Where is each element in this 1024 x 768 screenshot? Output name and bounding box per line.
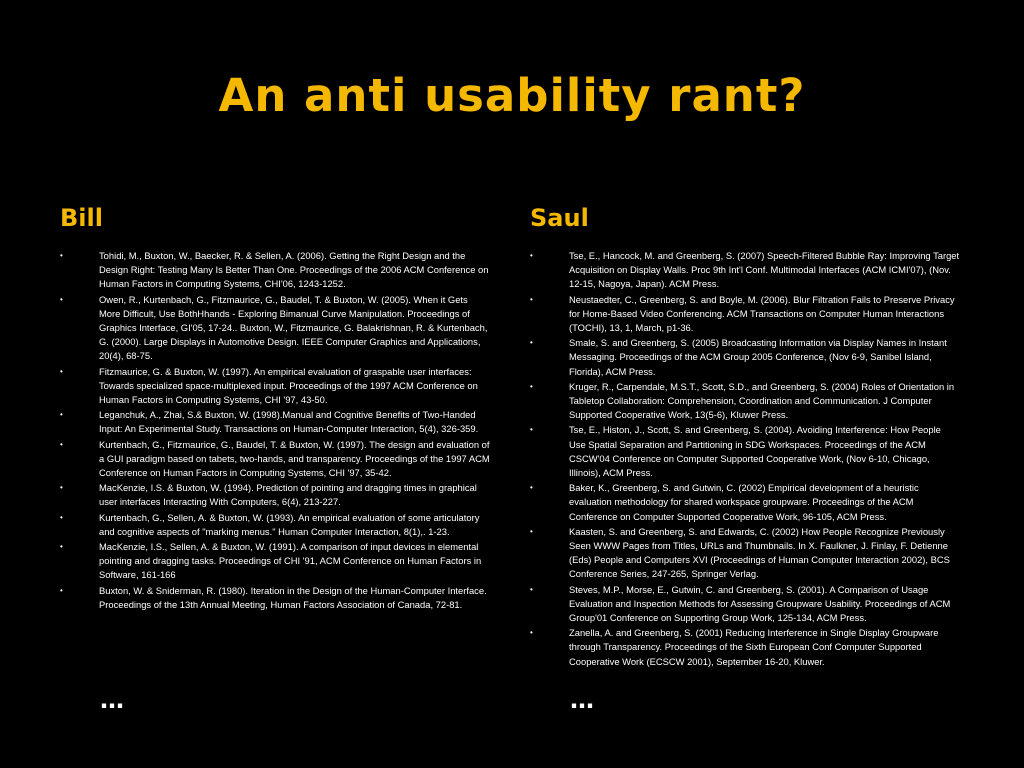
bullet-icon: • [60, 542, 63, 552]
bullet-icon: • [530, 338, 533, 348]
bullet-icon: • [530, 584, 533, 594]
bill-reference-item [60, 540, 490, 583]
bill-reference-item [60, 438, 490, 481]
bullet-icon: • [60, 251, 63, 260]
bullet-icon: • [60, 483, 63, 493]
bill-reference-item [60, 408, 490, 436]
reference-text: MacKenzie, I.S., Sellen, A. & Buxton, W. (1991). A comparison of input devices in elemental pointing and dragging tasks. Proceedings of CHI '91, ACM Conference on Human Factors in Software, 161-166 [99, 541, 482, 581]
bullet-icon: • [60, 366, 63, 376]
bullet-icon: • [530, 425, 533, 435]
bill-reference-item [60, 481, 490, 509]
saul-reference-item [530, 626, 960, 669]
bullet-icon: • [60, 294, 63, 304]
saul-more-ellipsis: … [570, 686, 595, 714]
bullet-icon: • [530, 628, 533, 638]
saul-reference-item [530, 583, 960, 626]
bullet-icon: • [530, 483, 533, 493]
bullet-icon: • [530, 251, 533, 260]
bullet-icon: • [60, 585, 63, 595]
bullet-icon: • [530, 381, 533, 391]
reference-text: Smale, S. and Greenberg, S. (2005) Broadcasting Information via Display Names in Instant Messaging. Proceedings of the ACM Group 2005 Conference, (Nov 6-9, Sanibel Island, Florida), ACM Press. [569, 337, 947, 377]
reference-text: Tse, E., Hancock, M. and Greenberg, S. (2007) Speech-Filtered Bubble Ray: Improving Target Acquisition on Display Walls. Proc 9th Int'l Conf. Multimodal Interfaces (ACM ICMI'07), (Nov. 12-15, Nagoya, Japan). ACM Press. [569, 250, 960, 290]
bill-reference-item [60, 511, 490, 539]
reference-text: Kurtenbach, G., Sellen, A. & Buxton, W. (1993). An empirical evaluation of some articulatory and cognitive aspects of "marking menus." Human Computer Interaction, 8(1),. 1-23. [99, 511, 480, 537]
bullet-icon: • [60, 439, 63, 449]
bullet-icon: • [60, 410, 63, 420]
bullet-icon: • [530, 294, 533, 304]
bill-reference-item [60, 293, 490, 364]
reference-text: Kruger, R., Carpendale, M.S.T., Scott, S.D., and Greenberg, S. (2004) Roles of Orientation in Tabletop Collaboration: Comprehension, Coordination and Communication. J Computer Supported Cooperative Work, 13(5-6), Kluwer Press. [569, 380, 955, 421]
bill-reference-item [60, 365, 490, 408]
reference-text: Zanella, A. and Greenberg, S. (2001) Reducing Interference in Single Display Groupware through Transparency. Proceedings of the Sixth European Conf Computer Supported Cooperative Work (ECSCW 2001), September 16-20, Kluwer. [569, 627, 939, 667]
bill-reference-list [60, 249, 490, 612]
reference-text: Steves, M.P., Morse, E., Gutwin, C. and Greenberg, S. (2001). A Comparison of Usage Evaluation and Inspection Methods for Assessing Groupware Usability. Proceedings of ACM Group'01 Conference on Supporting Group Work, 125-134, ACM Press. [569, 583, 951, 624]
reference-text: Neustaedter, C., Greenberg, S. and Boyle, M. (2006). Blur Filtration Fails to Preserve Privacy for Home-Based Video Conferencing. ACM Transactions on Computer Human Interactions (TOCHI), 13, 1, March, p1-36. [569, 293, 955, 334]
reference-text: Fitzmaurice, G. & Buxton, W. (1997). An empirical evaluation of graspable user interfaces: Towards specialized space-multiplexed input. Proceedings of the 1997 ACM Conference on Human Factors in Computing Systems, CHI '97, 43-50. [99, 365, 478, 406]
reference-text: MacKenzie, I.S. & Buxton, W. (1994). Prediction of pointing and dragging times in graphical user interfaces Interacting With Computers, 6(4), 213-227. [99, 482, 477, 508]
saul-reference-item [530, 380, 960, 423]
reference-text: Buxton, W. & Sniderman, R. (1980). Iteration in the Design of the Human-Computer Interface. Proceedings of the 13th Annual Meeting, Human Factors Association of Canada, 72-81. [99, 584, 487, 610]
saul-reference-item [530, 293, 960, 336]
bill-reference-item [60, 249, 490, 292]
bill-more-ellipsis: … [100, 686, 125, 714]
reference-text: Tohidi, M., Buxton, W., Baecker, R. & Sellen, A. (2006). Getting the Right Design and the Design Right: Testing Many Is Better Than One. Proceedings of the 2006 ACM Conference on Human Factors in Computing Systems, CHI'06, 1243-1252. [99, 250, 489, 290]
reference-text: Baker, K., Greenberg, S. and Gutwin, C. (2002) Empirical development of a heuristic evaluation methodology for shared workspace groupware. Proceedings of the ACM Conference on Computer Supported Cooperative Work, 96-105, ACM Press. [569, 482, 919, 522]
bill-heading: Bill [60, 204, 103, 232]
reference-text: Owen, R., Kurtenbach, G., Fitzmaurice, G., Baudel, T. & Buxton, W. (2005). When it Gets More Difficult, Use BothHhands - Exploring Bimanual Curve Manipulation. Proceedings of Graphics Interface, GI'05, 17-24.. Buxton, W., Fitzmaurice, G. Balakrishnan, R. & Kurtenbach, G. (2000). Large Displays in Automotive Design. IEEE Computer Graphics and Applications, 20(4), 68-75. [99, 293, 488, 362]
bullet-icon: • [530, 526, 533, 536]
slide-title: An anti usability rant? [218, 69, 806, 122]
reference-text: Tse, E., Histon, J., Scott, S. and Greenberg, S. (2004). Avoiding Interference: How People Use Spatial Separation and Partitioning in SDG Workspaces. Proceedings of the ACM CSCW'04 Conference on Computer Supported Cooperative Work, (Nov 6-10, Chicago, Illinois), ACM Press. [569, 424, 941, 479]
reference-text: Leganchuk, A., Zhai, S.& Buxton, W. (1998).Manual and Cognitive Benefits of Two-Handed Input: An Experimental Study. Transactions on Human-Computer Interaction, 5(4), 326-359. [99, 409, 479, 435]
reference-text: Kurtenbach, G., Fitzmaurice, G., Baudel, T. & Buxton, W. (1997). The design and evaluation of a GUI paradigm based on tabets, two-hands, and transparency. Proceedings of the 1997 ACM Conference on Human Factors in Computing Systems, CHI '97, 35-42. [99, 438, 490, 479]
reference-text: Kaasten, S. and Greenberg, S. and Edwards, C. (2002) How People Recognize Previously Seen WWW Pages from Titles, URLs and Thumbnails. In X. Faulkner, J. Finlay, F. Detienne (Eds) People and Computers XVI (Proceedings of Human Computer Interaction 2002), BCS Conference Series, 247-265, Springer Verlag. [569, 525, 950, 580]
saul-reference-item [530, 336, 960, 379]
saul-reference-list [530, 249, 960, 669]
saul-reference-item [530, 481, 960, 524]
bullet-icon: • [60, 512, 63, 522]
saul-heading: Saul [530, 204, 589, 232]
bill-reference-item [60, 584, 490, 612]
bill-column [60, 200, 490, 613]
saul-column [530, 200, 960, 670]
saul-reference-item [530, 525, 960, 582]
saul-reference-item [530, 249, 960, 292]
saul-reference-item [530, 423, 960, 480]
